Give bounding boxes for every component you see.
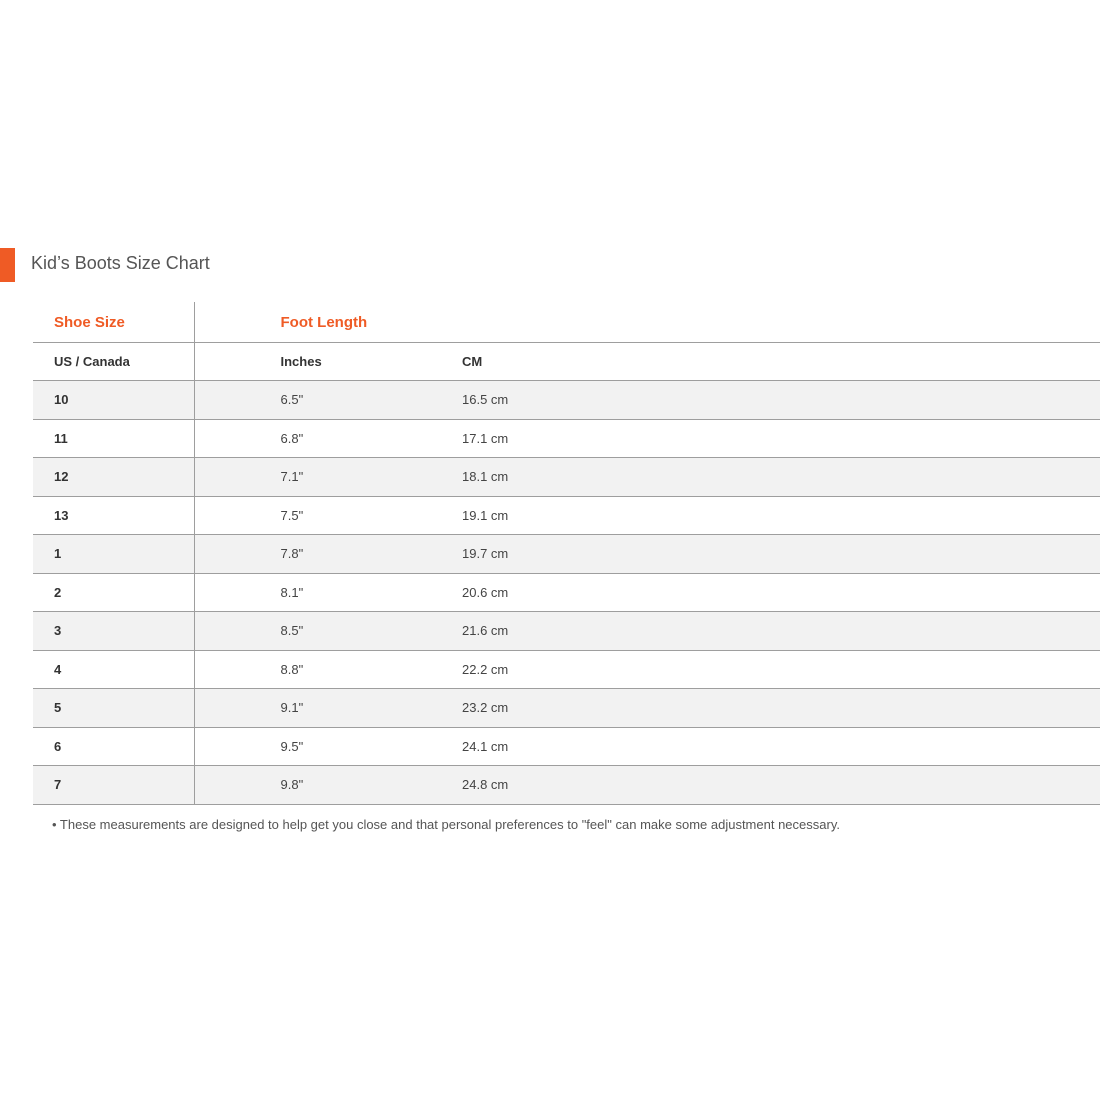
cell-inches: 8.5" <box>194 612 462 651</box>
cell-cm: 16.5 cm <box>462 381 1100 420</box>
cell-inches: 8.8" <box>194 650 462 689</box>
title-accent-bar <box>0 248 15 282</box>
table-row <box>33 766 1100 805</box>
table-row <box>33 689 1100 728</box>
cell-shoe-size: 3 <box>33 612 194 651</box>
cell-cm: 19.1 cm <box>462 496 1100 535</box>
column-header-inches: Inches <box>194 343 462 381</box>
cell-cm: 19.7 cm <box>462 535 1100 574</box>
column-header-us-canada: US / Canada <box>33 343 194 381</box>
cell-inches: 9.8" <box>194 766 462 805</box>
cell-cm: 24.8 cm <box>462 766 1100 805</box>
table-row <box>33 573 1100 612</box>
cell-inches: 9.1" <box>194 689 462 728</box>
cell-cm: 17.1 cm <box>462 419 1100 458</box>
table-body <box>33 381 1100 805</box>
cell-shoe-size: 2 <box>33 573 194 612</box>
cell-cm: 20.6 cm <box>462 573 1100 612</box>
cell-inches: 6.8" <box>194 419 462 458</box>
table-row <box>33 458 1100 497</box>
table-row <box>33 381 1100 420</box>
column-header-row <box>33 343 1100 381</box>
column-header-cm: CM <box>462 343 1100 381</box>
table-row <box>33 650 1100 689</box>
table-row <box>33 419 1100 458</box>
cell-shoe-size: 6 <box>33 727 194 766</box>
cell-shoe-size: 7 <box>33 766 194 805</box>
cell-shoe-size: 13 <box>33 496 194 535</box>
cell-shoe-size: 4 <box>33 650 194 689</box>
cell-cm: 23.2 cm <box>462 689 1100 728</box>
table-row <box>33 496 1100 535</box>
cell-cm: 22.2 cm <box>462 650 1100 689</box>
cell-cm: 21.6 cm <box>462 612 1100 651</box>
group-header-row <box>33 302 1100 343</box>
cell-inches: 7.5" <box>194 496 462 535</box>
cell-shoe-size: 1 <box>33 535 194 574</box>
cell-shoe-size: 10 <box>33 381 194 420</box>
cell-inches: 7.1" <box>194 458 462 497</box>
table-row <box>33 727 1100 766</box>
cell-inches: 8.1" <box>194 573 462 612</box>
cell-shoe-size: 5 <box>33 689 194 728</box>
cell-cm: 24.1 cm <box>462 727 1100 766</box>
cell-cm: 18.1 cm <box>462 458 1100 497</box>
size-table <box>33 302 1100 805</box>
table-row <box>33 612 1100 651</box>
cell-inches: 6.5" <box>194 381 462 420</box>
page-title: Kid’s Boots Size Chart <box>31 253 210 273</box>
foot-length-header: Foot Length <box>194 302 462 343</box>
table-row <box>33 535 1100 574</box>
group-header-empty <box>462 302 1100 343</box>
cell-shoe-size: 12 <box>33 458 194 497</box>
footnote: • These measurements are designed to help get you close and that personal preferences to "feel" can make some adjustment necessary. <box>52 817 840 832</box>
cell-shoe-size: 11 <box>33 419 194 458</box>
cell-inches: 7.8" <box>194 535 462 574</box>
shoe-size-header: Shoe Size <box>33 302 194 343</box>
cell-inches: 9.5" <box>194 727 462 766</box>
